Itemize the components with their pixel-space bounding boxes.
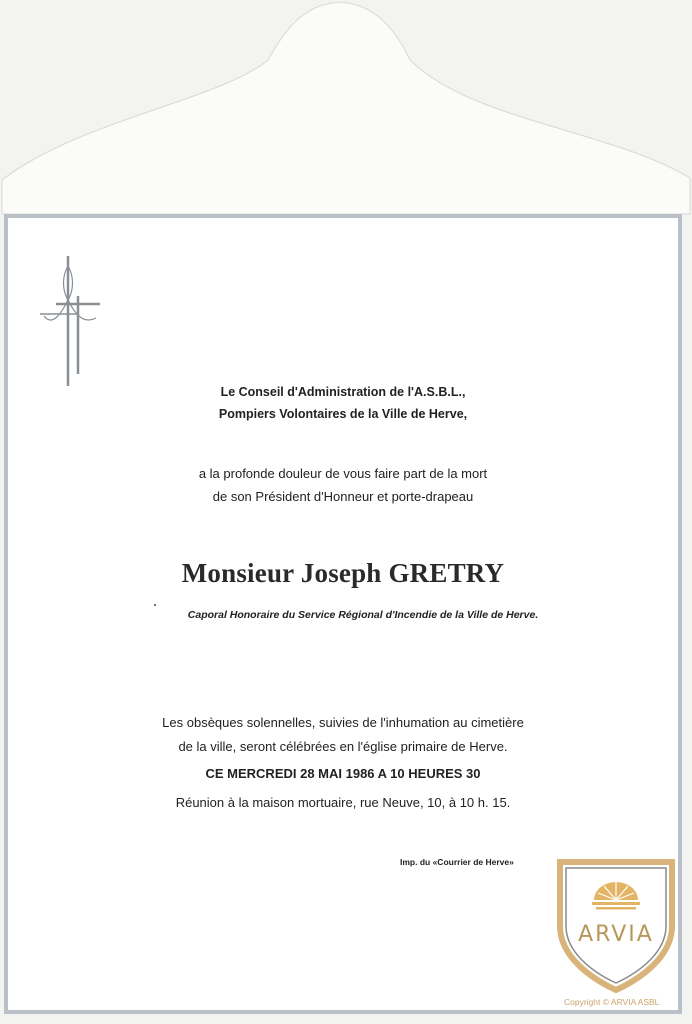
deceased-title: Caporal Honoraire du Service Régional d'Incendie de la Ville de Herve.	[187, 609, 539, 621]
funeral-line-1: Les obsèques solennelles, suivies de l'inhumation au cimetière	[162, 715, 524, 730]
organisation-line-1: Le Conseil d'Administration de l'A.S.B.L.,	[220, 385, 466, 399]
announcement-line-1: a la profonde douleur de vous faire part de la mort	[198, 466, 488, 481]
organisation-line-2: Pompiers Volontaires de la Ville de Herve,	[218, 407, 468, 421]
arvia-logo	[552, 856, 680, 996]
printer-imprint: Imp. du «Courrier de Herve»	[400, 857, 514, 867]
ink-dot	[154, 604, 156, 606]
gathering-info: Réunion à la maison mortuaire, rue Neuve, 10, à 10 h. 15.	[175, 795, 511, 810]
copyright-text: Copyright © ARVIA ASBL	[564, 997, 660, 1007]
funeral-line-2: de la ville, seront célébrées en l'église primaire de Herve.	[178, 739, 508, 754]
announcement-line-2: de son Président d'Honneur et porte-drapeau	[212, 489, 474, 504]
funeral-date: CE MERCREDI 28 MAI 1986 A 10 HEURES 30	[205, 766, 481, 781]
cross-icon	[38, 246, 108, 391]
arvia-logo-text: ARVIA	[578, 922, 654, 947]
deceased-name: Monsieur Joseph GRETRY	[181, 558, 505, 588]
envelope-flap	[0, 0, 692, 230]
